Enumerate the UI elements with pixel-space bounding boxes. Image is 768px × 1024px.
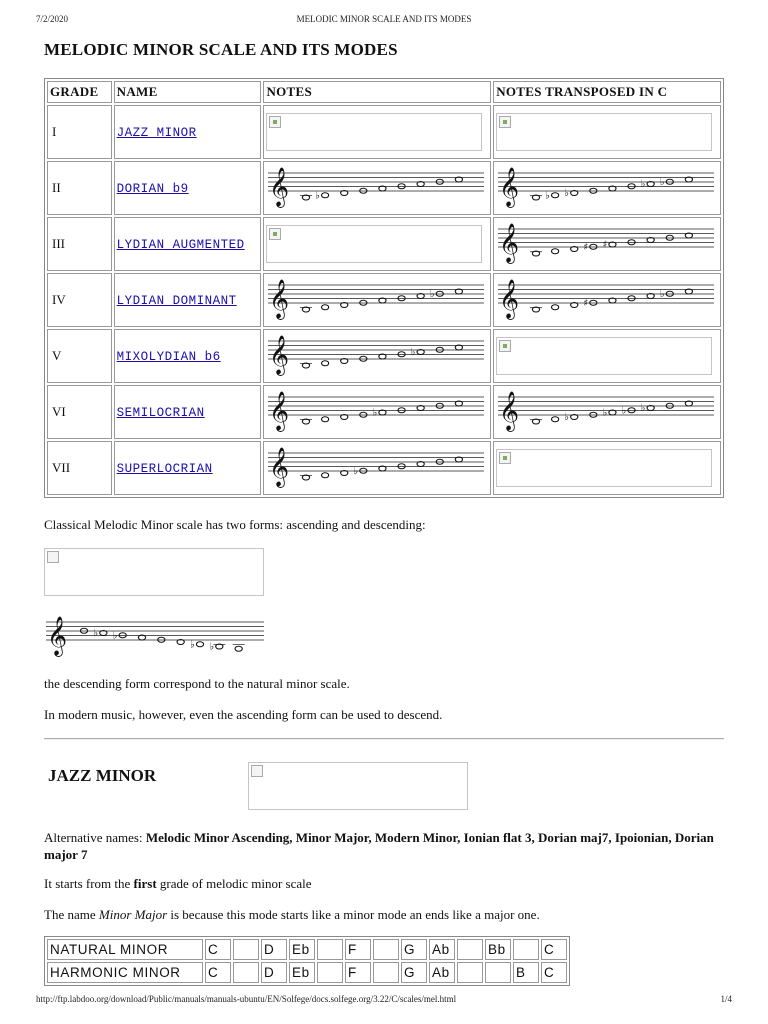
staff-image xyxy=(496,275,716,325)
mode-grade: VII xyxy=(47,441,112,495)
mode-grade: III xyxy=(47,217,112,271)
flat-icon: ♭ xyxy=(564,188,570,199)
staff-image xyxy=(266,275,486,325)
note-head xyxy=(322,193,329,198)
mode-grade: I xyxy=(47,105,112,159)
alternative-names-paragraph xyxy=(44,829,734,863)
scale-cell xyxy=(373,962,399,983)
staff-lines xyxy=(498,285,714,303)
broken-image xyxy=(496,449,712,487)
broken-image-icon xyxy=(499,340,511,352)
staff-lines xyxy=(268,453,484,471)
flat-icon: ♭ xyxy=(209,641,215,653)
flat-icon: ♭ xyxy=(430,288,435,300)
flat-icon: ♭ xyxy=(112,630,118,642)
mode-name-cell xyxy=(114,273,262,327)
mode-row xyxy=(47,105,721,159)
scale-cell xyxy=(233,962,259,983)
print-url: http://ftp.labdoo.org/download/Public/manuals/manuals-ubuntu/EN/Solfege/docs.solfege.org/3.22/C/scales/mel.html xyxy=(36,994,457,1004)
header-grade: GRADE xyxy=(47,81,112,103)
mode-row xyxy=(47,441,721,495)
scale-cell xyxy=(457,939,483,960)
mode-name-cell xyxy=(114,329,262,383)
scale-cell: D xyxy=(261,962,287,983)
print-header xyxy=(0,14,768,28)
scale-cell: Eb xyxy=(289,962,315,983)
scale-cell: Ab xyxy=(429,939,455,960)
broken-image xyxy=(44,548,264,596)
note-head xyxy=(322,305,329,310)
staff-image xyxy=(266,443,486,493)
mode-link-lydian-dominant[interactable]: LYDIAN DOMINANT xyxy=(116,294,237,308)
mode-grade: II xyxy=(47,161,112,215)
sharp-icon: ♯ xyxy=(583,297,589,309)
flat-icon: ♭ xyxy=(564,412,570,423)
note-head xyxy=(196,642,203,647)
scale-row-harmonic-minor xyxy=(47,962,567,983)
header-notes-transposed: NOTES TRANSPOSED IN C xyxy=(493,81,721,103)
staff-lines xyxy=(268,173,484,191)
scale-cell xyxy=(233,939,259,960)
treble-clef-icon: 𝄞 xyxy=(269,167,290,207)
notes-cell xyxy=(263,217,491,271)
staff-image xyxy=(266,331,486,381)
scale-cell: G xyxy=(401,962,427,983)
scale-cell: Bb xyxy=(485,939,511,960)
flat-icon: ♭ xyxy=(372,407,378,419)
flat-icon: ♭ xyxy=(659,288,665,300)
treble-clef-icon: 𝄞 xyxy=(499,167,520,207)
scale-cell: F xyxy=(345,939,371,960)
mode-link-mixolydian-b6[interactable]: MIXOLYDIAN b6 xyxy=(116,350,221,364)
note-head xyxy=(322,473,329,478)
note-head xyxy=(552,193,559,198)
scale-label: NATURAL MINOR xyxy=(47,939,203,960)
treble-clef-icon: 𝄞 xyxy=(269,447,290,487)
staff-lines xyxy=(46,622,264,640)
notes-transposed-cell xyxy=(493,217,721,271)
broken-image-icon xyxy=(269,116,281,128)
staff-image xyxy=(496,387,716,437)
scale-label: HARMONIC MINOR xyxy=(47,962,203,983)
flat-icon: ♭ xyxy=(621,405,627,417)
flat-icon: ♭ xyxy=(93,628,99,639)
scale-cell xyxy=(317,962,343,983)
scale-cell: Eb xyxy=(289,939,315,960)
modes-table xyxy=(44,78,724,498)
flat-icon: ♭ xyxy=(659,176,665,188)
mode-row xyxy=(47,385,721,439)
broken-image-icon xyxy=(499,452,511,464)
flat-icon: ♭ xyxy=(640,179,646,190)
flat-icon: ♭ xyxy=(190,639,195,651)
note-head xyxy=(552,249,559,254)
mode-grade: V xyxy=(47,329,112,383)
scale-cell xyxy=(457,962,483,983)
notes-transposed-cell xyxy=(493,161,721,215)
flat-icon: ♭ xyxy=(315,190,321,202)
starts-from-grade: first xyxy=(133,876,157,891)
flat-icon: ♭ xyxy=(411,347,416,358)
scale-cell: D xyxy=(261,939,287,960)
alternative-names-list: Melodic Minor Ascending, Minor Major, Modern Minor, Ionian flat 3, Dorian maj7, Ipoionian, Dorian major 7 xyxy=(44,830,714,862)
treble-clef-icon: 𝄞 xyxy=(269,335,290,375)
name-explanation-paragraph xyxy=(44,907,540,923)
scale-cell xyxy=(513,939,539,960)
staff-lines xyxy=(268,285,484,303)
sharp-icon: ♯ xyxy=(583,241,589,253)
broken-image xyxy=(266,113,482,151)
section-divider xyxy=(44,738,724,740)
scale-cell: C xyxy=(541,962,567,983)
mode-grade: IV xyxy=(47,273,112,327)
intro-text: Classical Melodic Minor scale has two forms: ascending and descending: xyxy=(44,517,426,532)
staff-lines xyxy=(268,341,484,359)
staff-image xyxy=(496,163,716,213)
scale-row-natural-minor xyxy=(47,939,567,960)
mode-row xyxy=(47,329,721,383)
broken-image-icon xyxy=(47,551,59,563)
note-head xyxy=(322,417,329,422)
note-head xyxy=(235,646,242,651)
treble-clef-icon: 𝄞 xyxy=(499,391,520,431)
mode-row xyxy=(47,161,721,215)
sharp-icon: ♯ xyxy=(602,239,608,251)
modern-text: In modern music, however, even the ascending form can be used to descend. xyxy=(44,707,443,722)
broken-image-icon xyxy=(251,765,263,777)
staff-image xyxy=(496,219,716,269)
notes-cell xyxy=(263,105,491,159)
notes-cell xyxy=(263,273,491,327)
scale-cell: C xyxy=(205,962,231,983)
broken-image xyxy=(266,225,482,263)
notes-transposed-cell xyxy=(493,441,721,495)
descending-text: the descending form correspond to the natural minor scale. xyxy=(44,676,350,691)
notes-cell xyxy=(263,385,491,439)
descending-staff-image xyxy=(44,612,266,662)
starts-from-paragraph xyxy=(44,876,312,892)
notes-cell xyxy=(263,161,491,215)
page-title: MELODIC MINOR SCALE AND ITS MODES xyxy=(44,40,398,59)
notes-cell xyxy=(263,329,491,383)
broken-image-icon xyxy=(499,116,511,128)
scale-cell: C xyxy=(541,939,567,960)
starts-from-post: grade of melodic minor scale xyxy=(159,876,312,891)
broken-image xyxy=(496,113,712,151)
mode-link-jazz-minor[interactable]: JAZZ MINOR xyxy=(116,126,197,140)
mode-name-cell xyxy=(114,105,262,159)
note-head xyxy=(552,417,559,422)
mode-row xyxy=(47,273,721,327)
staff-image xyxy=(266,387,486,437)
broken-image xyxy=(496,337,712,375)
treble-clef-icon: 𝄞 xyxy=(269,279,290,319)
notes-transposed-cell xyxy=(493,385,721,439)
scale-comparison-table xyxy=(44,936,570,986)
staff-lines xyxy=(498,173,714,191)
header-notes: NOTES xyxy=(263,81,491,103)
mode-link-lydian-augmented[interactable]: LYDIAN AUGMENTED xyxy=(116,238,245,252)
notes-transposed-cell xyxy=(493,329,721,383)
mode-name-cell xyxy=(114,217,262,271)
print-date: 7/2/2020 xyxy=(36,14,69,24)
scale-cell: B xyxy=(513,962,539,983)
print-footer xyxy=(0,994,768,1008)
name-explanation-pre: The name xyxy=(44,907,96,922)
note-head xyxy=(322,361,329,366)
scale-cell: G xyxy=(401,939,427,960)
print-title: MELODIC MINOR SCALE AND ITS MODES xyxy=(296,14,472,24)
mode-link-dorian-b9[interactable]: DORIAN b9 xyxy=(116,182,189,196)
treble-clef-icon: 𝄞 xyxy=(47,616,68,656)
print-page-number: 1/4 xyxy=(720,994,732,1004)
mode-grade: VI xyxy=(47,385,112,439)
notes-transposed-cell xyxy=(493,105,721,159)
flat-icon: ♭ xyxy=(545,190,551,202)
treble-clef-icon: 𝄞 xyxy=(499,223,520,263)
staff-image xyxy=(266,163,486,213)
name-explanation-post: is because this mode starts like a minor mode an ends like a major one. xyxy=(170,907,540,922)
scale-cell xyxy=(317,939,343,960)
mode-name-cell xyxy=(114,441,262,495)
notes-cell xyxy=(263,441,491,495)
scale-cell xyxy=(373,939,399,960)
flat-icon: ♭ xyxy=(602,407,608,419)
mode-link-superlocrian[interactable]: SUPERLOCRIAN xyxy=(116,462,213,476)
broken-image-icon xyxy=(269,228,281,240)
name-explanation-italic: Minor Major xyxy=(98,907,168,922)
scale-cell xyxy=(485,962,511,983)
scale-cell: C xyxy=(205,939,231,960)
broken-image xyxy=(248,762,468,810)
mode-name-cell xyxy=(114,161,262,215)
treble-clef-icon: 𝄞 xyxy=(499,279,520,319)
mode-row xyxy=(47,217,721,271)
notes-transposed-cell xyxy=(493,273,721,327)
scale-cell: Ab xyxy=(429,962,455,983)
alternative-names-label: Alternative names: xyxy=(44,830,143,845)
header-name: NAME xyxy=(114,81,262,103)
scale-cell: F xyxy=(345,962,371,983)
modes-header-row xyxy=(47,81,721,103)
mode-name-cell xyxy=(114,385,262,439)
flat-icon: ♭ xyxy=(640,403,646,414)
flat-icon: ♭ xyxy=(353,465,359,477)
section-heading-jazz-minor: JAZZ MINOR xyxy=(48,766,157,785)
note-head xyxy=(552,305,559,310)
starts-from-pre: It starts from the xyxy=(44,876,131,891)
treble-clef-icon: 𝄞 xyxy=(269,391,290,431)
mode-link-semilocrian[interactable]: SEMILOCRIAN xyxy=(116,406,205,420)
